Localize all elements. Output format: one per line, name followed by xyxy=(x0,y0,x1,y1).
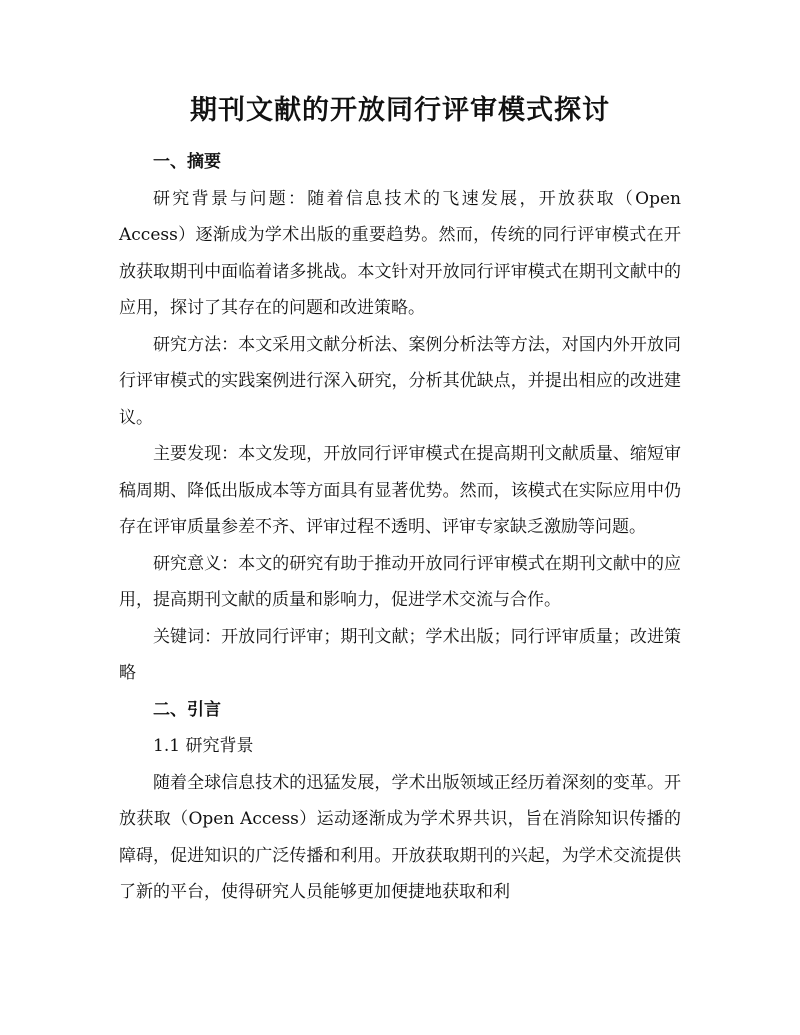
section-heading-introduction: 二、引言 xyxy=(153,699,221,720)
abstract-paragraph-significance: 研究意义：本文的研究有助于推动开放同行评审模式在期刊文献中的应用，提高期刊文献的质量和影响力，促进学术交流与合作。 xyxy=(119,553,681,610)
subsection-heading-background: 1.1 研究背景 xyxy=(153,736,254,756)
abstract-paragraph-findings: 主要发现：本文发现，开放同行评审模式在提高期刊文献质量、缩短审稿周期、降低出版成本等方面具有显著优势。然而，该模式在实际应用中仍存在评审质量参差不齐、评审过程不透明、评审专家缺乏激励等问题。 xyxy=(119,444,681,537)
document-title: 期刊文献的开放同行评审模式探讨 xyxy=(190,95,610,126)
document-body xyxy=(119,144,681,911)
introduction-paragraph: 随着全球信息技术的迅猛发展，学术出版领域正经历着深刻的变革。开放获取（Open Access）运动逐渐成为学术界共识，旨在消除知识传播的障碍，促进知识的广泛传播和利用。开放获取期刊的兴起，为学术交流提供了新的平台，使得研究人员能够更加便捷地获取和利 xyxy=(119,772,681,902)
abstract-paragraph-methods: 研究方法：本文采用文献分析法、案例分析法等方法，对国内外开放同行评审模式的实践案例进行深入研究，分析其优缺点，并提出相应的改进建议。 xyxy=(119,334,681,428)
abstract-paragraph-background: 研究背景与问题：随着信息技术的飞速发展，开放获取（Open Access）逐渐成为学术出版的重要趋势。然而，传统的同行评审模式在开放获取期刊中面临着诸多挑战。本文针对开放同行评审模式在期刊文献中的应用，探讨了其存在的问题和改进策略。 xyxy=(119,188,681,318)
section-heading-abstract: 一、摘要 xyxy=(153,152,221,172)
keywords-paragraph: 关键词：开放同行评审；期刊文献；学术出版；同行评审质量；改进策略 xyxy=(119,626,681,683)
